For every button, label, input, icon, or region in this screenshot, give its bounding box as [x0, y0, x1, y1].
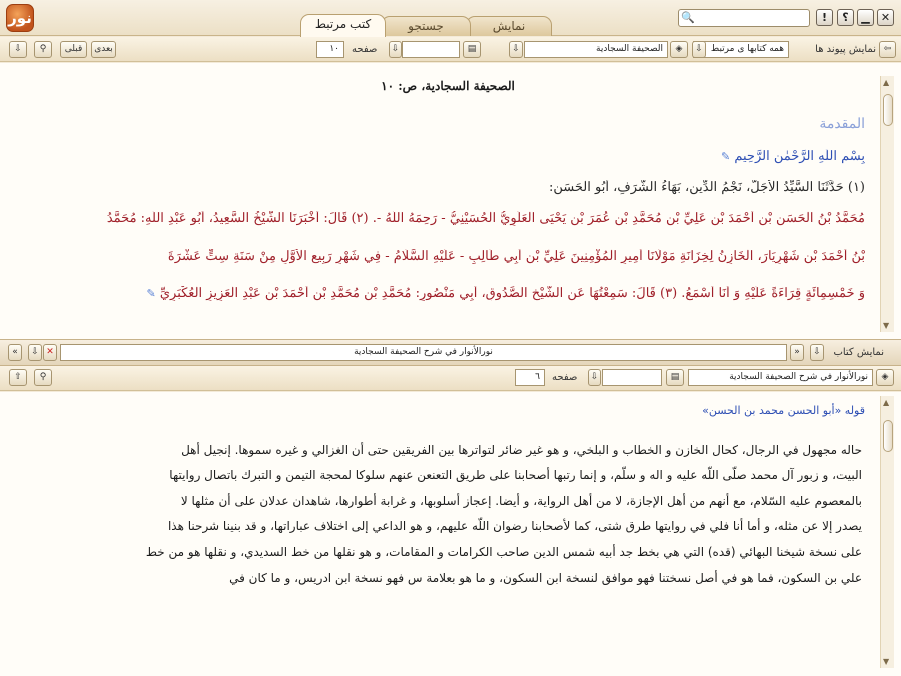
tab-label: کتب مرتبط	[314, 17, 372, 31]
link-icon[interactable]: ⚲	[34, 369, 52, 386]
bookmark-icon[interactable]: ✎	[720, 150, 731, 163]
page-label: صفحه	[552, 372, 578, 383]
back-arrow-icon[interactable]: ⇦	[879, 41, 896, 58]
text-line: وَ خَمْسِمِائَةٍ قِرَاءَةً عَلَيْهِ وَ أَنَا أَسْمَعُ. (٣) قَالَ: سَمِعْتُهَا عَنِ الشَّيْخِ الصَّدُوقِ، أَبِي مَنْصُورٍ: مُحَمَّدِ بْنِ مُحَمَّدِ بْنِ أَحْمَدَ بْنِ عَبْدِ الْعَزِيزِ الْعُكْبَرِيِّ ✎	[146, 286, 865, 301]
alert-button[interactable]	[816, 9, 833, 26]
tab-display[interactable]	[466, 16, 552, 36]
chevron-down-icon[interactable]: ⇩	[810, 344, 824, 361]
paragraph-line: يصدر إلا عن مثله، و أما أنا فلي في روايتها طرق شتى، كما لأصحابنا رضوان اللّه عليهم، و هو الداعي إلى اختلاف عباراتها، و قد بنينا شرحنا هذا	[167, 519, 862, 533]
book-select[interactable]: الصحيفة السجادية	[524, 41, 668, 58]
collapse-icon[interactable]: «	[8, 344, 22, 361]
chevron-down-icon[interactable]: ⇩	[692, 41, 706, 58]
chevron-down-icon[interactable]: ⇩	[588, 369, 601, 386]
alert-icon: !	[821, 11, 828, 24]
volume-field[interactable]	[602, 369, 662, 386]
search-input[interactable]	[678, 9, 810, 27]
tag-icon[interactable]: ◈	[876, 369, 894, 386]
related-filter-select[interactable]: همه کتابها ی مرتبط	[693, 41, 789, 58]
tag-icon[interactable]: ◈	[670, 41, 688, 58]
tab-label: جستجو	[408, 19, 444, 33]
scroll-thumb[interactable]	[883, 420, 893, 452]
text-line: مُحَمَّدُ بْنُ الْحَسَنِ بْنِ أَحْمَدَ بْنِ عَلِيِّ بْنِ مُحَمَّدِ بْنِ عُمَرَ بْنِ يَحْيَى الْعَلَوِيُّ الْحُسَيْنِيُّ - رَحِمَهُ اللَّهُ -. (٢) قَالَ: أَخْبَرَنَا الشَّيْخُ السَّعِيدُ، أَبُو عَبْدِ اللَّهِ: مُحَمَّدُ	[106, 211, 865, 226]
book-icon[interactable]: ▤	[666, 369, 684, 386]
commentary-book-select[interactable]: نورالأنوار في شرح الصحيفة السجادية	[688, 369, 873, 386]
commentary-title[interactable]: نورالأنوار في شرح الصحيفة السجادية	[60, 344, 787, 361]
arrow-down-icon[interactable]: ⇩	[9, 41, 27, 58]
help-button[interactable]	[837, 9, 854, 26]
text-line: (١) حَدَّثَنَا السَّيِّدُ الْأَجَلُّ، نَجْمُ الدِّينِ، بَهَاءُ الشَّرَفِ، أَبُو الْحَسَنِ:	[549, 180, 865, 195]
next-button[interactable]: بعدی	[91, 41, 116, 58]
chevron-down-icon[interactable]: ⇩	[509, 41, 523, 58]
link-icon[interactable]: ⚲	[34, 41, 52, 58]
app-logo[interactable]	[6, 4, 34, 32]
tab-label: نمایش	[492, 19, 526, 33]
expand-icon[interactable]: »	[790, 344, 804, 361]
scroll-up-icon[interactable]: ▲	[883, 398, 890, 407]
paragraph-line: علي بن السكون، فما هو في أصل نسختنا فهو موافق لنسخة ابن السكون، و ما هو بعلامة س فهو نسخة ابن ادريس، و ما كان في	[229, 571, 862, 585]
search-icon: 🔍	[681, 11, 695, 24]
arrow-down-icon[interactable]: ⇩	[28, 344, 42, 361]
scroll-up-icon[interactable]: ▲	[883, 78, 890, 87]
page-header: الصحيفة السجادية، ص: ١٠	[381, 79, 515, 93]
minimize-icon: ▁	[861, 11, 870, 24]
paragraph-line: البيت، و زبور آل محمد صلّى اللّه عليه و اله و سلّم، و إنما رتبها أصحابنا على طريق التعنعن عنهم سلوكا لمحجة التيمن و التبرك باتصال روايتها	[169, 468, 862, 482]
tab-search[interactable]	[381, 16, 471, 36]
show-book-label: نمایش کتاب	[833, 347, 884, 358]
commentary-scrollbar[interactable]	[880, 396, 894, 668]
main-scrollbar[interactable]	[880, 76, 894, 332]
section-title: المقدمة	[819, 116, 865, 132]
paragraph-line: بالمعصوم عليه السّلام، مع أنهم من أهل الإجازة، لا من أهل الرواية، و أيضا. إعجاز أسلوبها، و غرابة أطوارها، شاهدان عدلان على أن مثلها لا	[180, 494, 862, 508]
book-icon[interactable]: ▤	[463, 41, 481, 58]
volume-field[interactable]	[402, 41, 460, 58]
prev-button[interactable]: قبلی	[60, 41, 87, 58]
page-input[interactable]: ۱۰	[316, 41, 344, 58]
page-input[interactable]: ٦	[515, 369, 545, 386]
logo-text: نور	[8, 9, 32, 27]
minimize-button[interactable]	[857, 9, 874, 26]
chevron-down-icon[interactable]: ⇩	[389, 41, 402, 58]
arrow-up-icon[interactable]: ⇧	[9, 369, 27, 386]
page-label: صفحه	[352, 44, 378, 55]
scroll-thumb[interactable]	[883, 94, 893, 126]
show-links-label: نمایش پیوند ها	[815, 44, 876, 55]
paragraph-line: حاله مجهول في الرجال، كحال الخازن و الخطاب و البلخي، و هو غير ضائر لتواترها بين الفريقين حتى أن الغزالي و غيره سموها. إنجيل أهل	[181, 443, 862, 457]
paragraph-line: على نسخة شيخنا البهائي (قده) التي هي بخط جد أبيه شمس الدين صاحب الكرامات و المقامات، و هو نقلها من خط السديدي، و نقلها هو من خط	[145, 545, 862, 559]
tab-related-books[interactable]	[300, 14, 386, 37]
scroll-down-icon[interactable]: ▼	[883, 657, 890, 666]
close-button[interactable]	[877, 9, 894, 26]
close-icon[interactable]: ✕	[43, 344, 57, 361]
help-icon: ؟	[842, 11, 849, 24]
text-line: بِسْمِ اللّٰهِ الرَّحْمٰنِ الرَّحِيمِ ✎	[720, 149, 865, 164]
scroll-down-icon[interactable]: ▼	[883, 321, 890, 330]
text-line: بْنُ أَحْمَدَ بْنِ شَهْرِيَارَ، الْخَازِنُ لِخِزَانَةِ مَوْلَانَا أَمِيرِ الْمُؤْمِنِينَ عَلِيِّ بْنِ أَبِي طَالِبٍ - عَلَيْهِ السَّلَامُ - فِي شَهْرِ رَبِيعٍ الْأَوَّلِ مِنْ سَنَةِ سِتٍّ عَشْرَةَ	[167, 249, 865, 264]
commentary-heading: قوله «أبو الحسن محمد بن الحسن»	[702, 404, 865, 417]
bookmark-icon[interactable]: ✎	[146, 287, 156, 300]
close-icon: ✕	[880, 11, 891, 24]
